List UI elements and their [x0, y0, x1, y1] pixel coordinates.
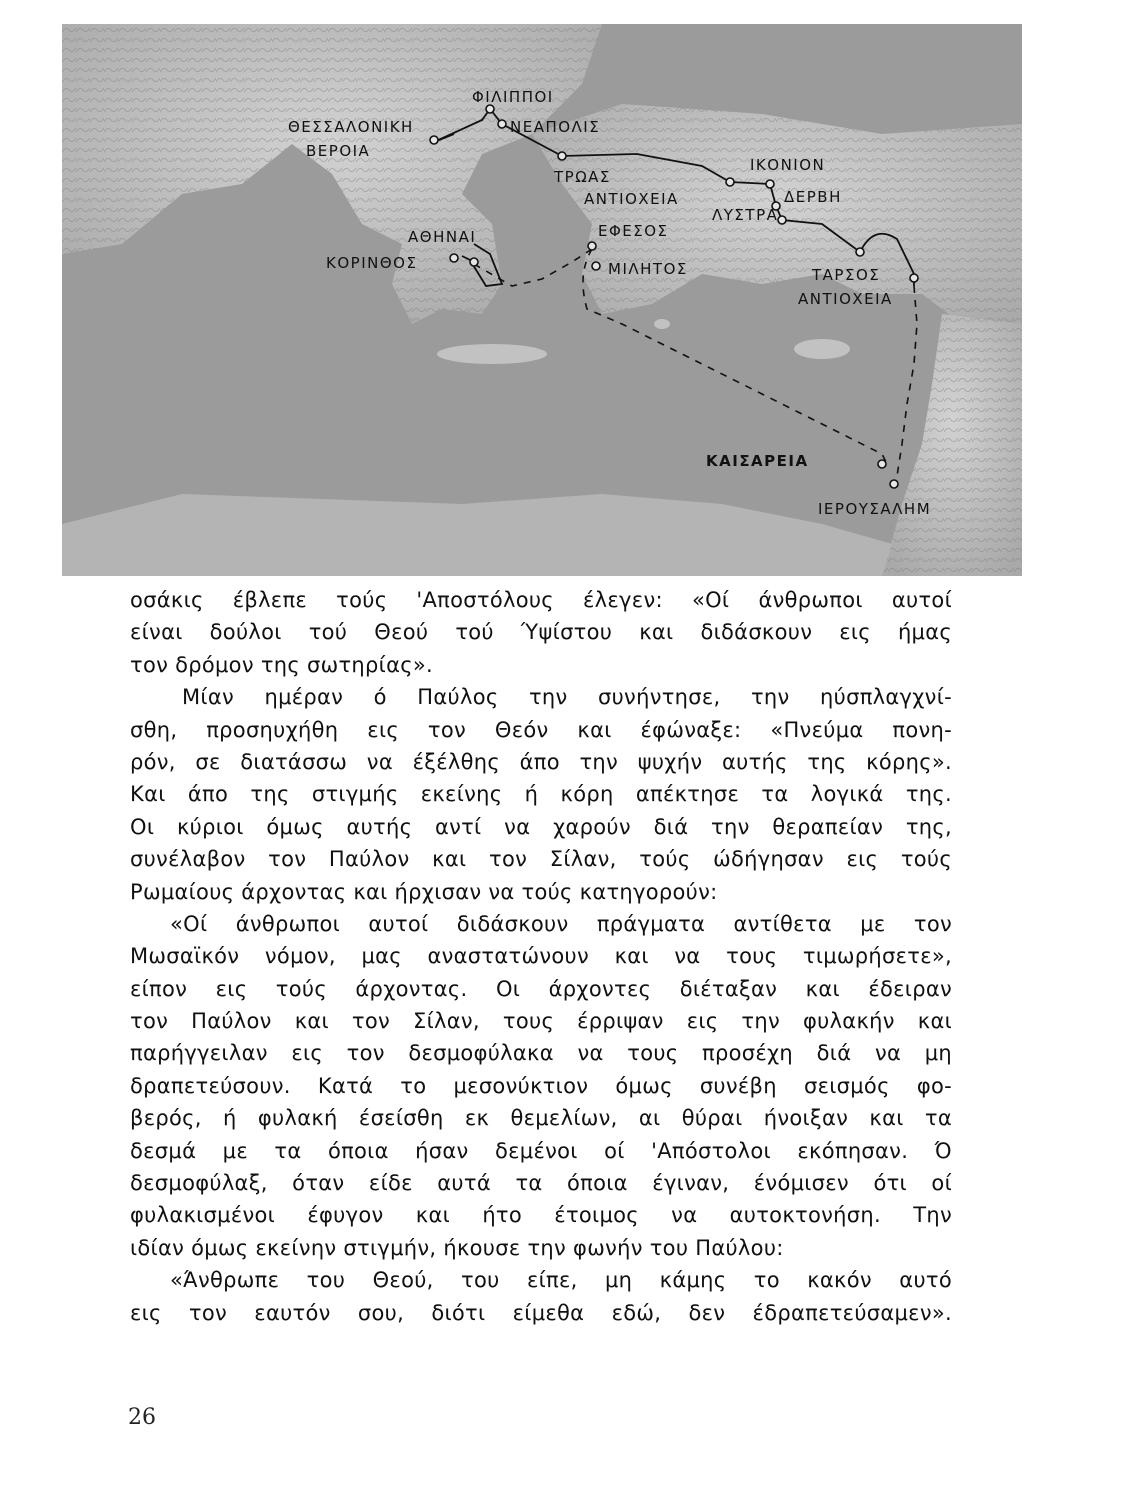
text-line: τον δρόμον της σωτηρίας». [130, 652, 433, 677]
label-antiocheia-pisidia: ΑΝΤΙΟΧΕΙΑ [584, 190, 679, 208]
label-neapolis: ΝΕΑΠΟΛΙΣ [510, 118, 601, 136]
marker-efesos [588, 242, 596, 250]
marker-kaisareia [878, 460, 886, 468]
marker-lystra [778, 216, 786, 224]
text-line: ιδίαν όμως εκείνην στιγμήν, ήκουσε την φωνήν του Παύλου: [130, 1235, 784, 1260]
marker-antiocheia-pisidia [726, 178, 734, 186]
text-line: δεσμά με τα όποια ήσαν δεμένοι οί 'Απόστολοι εκόπησαν. Ό [130, 1138, 952, 1163]
marker-ierousalim [890, 480, 898, 488]
text-line: σθη, προσηυχήθη εις τον Θεόν και έφώναξε: «Πνεύμα πονη- [130, 717, 952, 742]
label-filippoi: ΦΙΛΙΠΠΟΙ [472, 88, 554, 106]
label-korinthos: ΚΟΡΙΝΘΟΣ [326, 254, 418, 272]
marker-neapolis [498, 120, 506, 128]
marker-korinthos [450, 254, 458, 262]
label-athinai: ΑΘΗΝΑΙ [408, 228, 477, 246]
text-line: Και άπο της στιγμής εκείνης ή κόρη απέκτησε τα λογικά της. [130, 782, 952, 807]
text-line: συνέλαβον τον Παύλον και τον Σίλαν, τούς ώδήγησαν εις τούς [130, 847, 952, 872]
label-ikonion: ΙΚΟΝΙΟΝ [750, 156, 826, 174]
text-line: ρόν, σε διατάσσω να έξέλθης άπο την ψυχήν αυτής της κόρης». [130, 749, 952, 774]
label-ierousalim: ΙΕΡΟΥΣΑΛΗΜ [818, 500, 932, 518]
marker-antiocheia-syria [910, 274, 918, 282]
text-line: «Οί άνθρωποι αυτοί διδάσκουν πράγματα αντίθετα με τον [170, 911, 952, 936]
marker-troas [558, 152, 566, 160]
label-militos: ΜΙΛΗΤΟΣ [608, 260, 688, 278]
map-island-cyprus [794, 339, 850, 359]
page-number: 26 [128, 1405, 156, 1430]
marker-thessaloniki [430, 136, 438, 144]
text-line: Οι κύριοι όμως αυτής αντί να χαρούν διά την θεραπείαν της, [130, 814, 952, 839]
text-line: φυλακισμένοι έφυγον και ήτο έτοιμος να αυτοκτονήση. Την [130, 1203, 952, 1228]
text-line: «Άνθρωπε του Θεού, του είπε, μη κάμης το κακόν αυτό [170, 1268, 952, 1293]
marker-ikonion [766, 180, 774, 188]
label-lystra: ΛΥΣΤΡΑ [712, 206, 779, 224]
route-map [62, 24, 1022, 576]
label-veroia: ΒΕΡΟΙΑ [306, 142, 371, 160]
text-line: δεσμοφύλαξ, όταν είδε αυτά τα όποια έγιναν, ένόμισεν ότι οί [130, 1171, 952, 1196]
text-line: δραπετεύσουν. Κατά το μεσονύκτιον όμως συνέβη σεισμός φο- [130, 1073, 952, 1098]
body-text [130, 584, 952, 1329]
text-line: βερός, ή φυλακή έσείσθη εκ θεμελίων, αι θύραι ήνοιξαν και τα [130, 1106, 952, 1131]
label-troas: ΤΡΩΑΣ [554, 168, 611, 186]
text-line: παρήγγειλαν εις τον δεσμοφύλακα να τους προσέχη διά να μη [130, 1041, 952, 1066]
marker-tarsos [856, 248, 864, 256]
text-line: οσάκις έβλεπε τούς 'Αποστόλους έλεγεν: «Οί άνθρωποι αυτοί [130, 588, 952, 612]
text-line: Ρωμαίους άρχοντας και ήρχισαν να τούς κατηγορούν: [130, 879, 718, 904]
label-thessaloniki: ΘΕΣΣΑΛΟΝΙΚΗ [288, 118, 414, 136]
map-island-crete [437, 344, 547, 364]
text-line: Μίαν ημέραν ό Παύλος την συνήντησε, την ηύσπλαγχνί- [182, 685, 952, 710]
label-derbi: ΔΕΡΒΗ [784, 188, 842, 206]
text-line: είναι δούλοι τού Θεού τού Ύψίστου και διδάσκουν εις ήμας [130, 620, 952, 645]
label-kaisareia: ΚΑΙΣΑΡΕΙΑ [706, 452, 809, 470]
label-antiocheia-syria: ΑΝΤΙΟΧΕΙΑ [798, 290, 893, 308]
map-island-rhodes [654, 319, 670, 329]
label-tarsos: ΤΑΡΣΟΣ [812, 266, 881, 284]
marker-athinai [470, 258, 478, 266]
text-line: Μωσαϊκόν νόμον, μας αναστατώνουν και να τους τιμωρήσετε», [130, 944, 952, 969]
label-efesos: ΕΦΕΣΟΣ [598, 222, 669, 240]
text-line: εις τον εαυτόν σου, διότι είμεθα εδώ, δεν έδραπετεύσαμεν». [130, 1300, 952, 1325]
text-line: τον Παύλον και τον Σίλαν, τους έρριψαν εις την φυλακήν και [130, 1009, 952, 1034]
marker-militos [592, 262, 600, 270]
marker-filippoi [486, 105, 494, 113]
text-line: είπον εις τούς άρχοντας. Οι άρχοντες διέταξαν και έδειραν [130, 976, 952, 1001]
